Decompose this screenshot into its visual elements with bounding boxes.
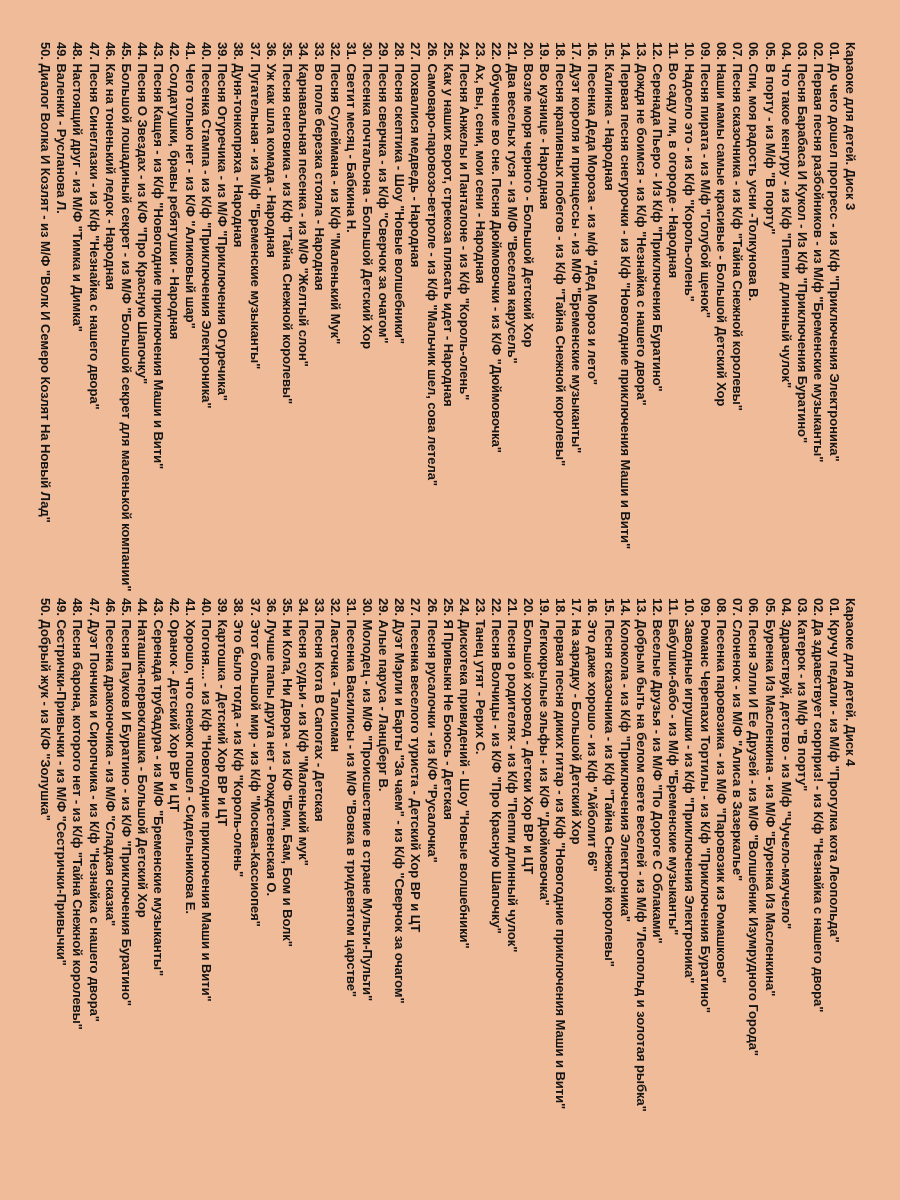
track-item: 47. Дуэт Пончика и Сиропчика - из К/ф "Незнайка с нашего двора" [86,598,102,1022]
track-item: 49. Валенки - Русланова Л. [54,42,70,214]
track-item: 04. Что такое кенгуру - из К/ф "Пеппи длинный чулок" [778,42,794,389]
track-item: 38. Дуня-тонкопряха - Народная [231,42,247,248]
disc-3-title: Караоке для детей. Диск 3 [843,42,858,211]
track-item: 10. Заводные игрушки - из К/ф "Приключения Электроника" [682,598,698,984]
track-item: 27. Похвалися медведь - Народная [408,42,424,268]
track-item: 47. Песня Синеглазки - из К/ф "Незнайка с нашего двора" [86,42,102,410]
track-item: 22. Песня Волчицы - из К/Ф "Про Красную Шапочку" [488,598,504,934]
track-item: 39. Картошка - Детский Хор ВР и ЦТ [215,598,231,827]
track-item: 45. Большой лошадиный секрет - из М/Ф "Большой секрет для маленькой компании" [118,42,134,592]
disc-3-tracklist [0,42,900,614]
track-item: 46. Как на тоненький ледок - Народная [102,42,118,290]
track-item: 31. Светит месяц - Бабкина Н. [344,42,360,233]
track-item: 31. Песенка Василисы - из М/Ф "Вовка в тридевятом царстве" [344,598,360,997]
track-item: 24. Песня Анжелы и Панталоне - из К/ф "Король-олень" [456,42,472,401]
track-item: 09. Романс Черепахи Тортилы - из К/ф "Приключения Буратино" [698,598,714,1013]
track-item: 33. Во поле березка стояла - Народная [311,42,327,291]
track-item: 40. Погоня.... - из К/ф "Новогодние приключения Маши и Вити" [199,598,215,1002]
track-item: 05. Буренка Из Масленкина - из М/Ф "Буренка Из Масленкина" [762,598,778,997]
track-item: 43. Серенада трубадура - из М/Ф "Бременские музыканты" [150,598,166,977]
track-item: 42. Оранок - Детский Хор ВР и ЦТ [167,598,183,812]
track-item: 15. Песня сказочника - из К/ф "Тайна Снежной королевы" [601,598,617,967]
track-item: 17. На зарядку - Большой Детский Хор [569,598,585,845]
track-item: 36. Лучше папы друга нет - Рождественская О. [263,598,279,897]
track-item: 50. Диалог Волка И Козлят - из М/Ф "Волк И Семеро Козлят На Новый Лад" [38,42,54,523]
track-item: 45. Песня Пауков И Буратино - из К/Ф "Приключения Буратино" [118,598,134,1006]
track-item: 41. Чего только нет - из К/Ф "Аликовый шар" [183,42,199,329]
track-item: 44. Наташка-первоклашка - Большой Детский Хор [134,598,150,918]
track-item: 23. Ах, вы, сени, мои сени - Народная [472,42,488,284]
track-item: 24. Дискотека привидений - Шоу "Новые волшебники" [456,598,472,949]
track-item: 46. Песенка драконочика - из М/Ф "Сладкая сказка" [102,598,118,927]
track-item: 23. Танец утят - Рерих С. [472,598,488,755]
track-item: 06. Песня Элли И Ее Друзей - из М/Ф "Волшебник Изумрудного Города" [746,598,762,1056]
disc-4-title: Караоке для детей. Диск 4 [843,598,858,767]
track-item: 29. Алые паруса - Ланцберг В. [376,598,392,792]
track-item: 21. Песня о родителях - из К/ф "Пеппи длинный чулок" [505,598,521,953]
track-item: 50. Добрый жук - из К/Ф "Золушка" [38,598,54,821]
track-item: 27. Песенка веселого туриста - Детский Хор ВР и ЦТ [408,598,424,933]
track-item: 07. Песня сказочника - из К/ф "Тайна Снежной королевы" [730,42,746,411]
track-item: 32. Песня Сулеймана - из К/ф "Маленький Мук" [328,42,343,345]
track-item: 37. Этот большой мир - из К/ф "Москва-Кассиопея" [247,598,263,927]
track-item: 20. Большой хоровод - Детски Хор ВР и ЦТ [521,598,537,875]
track-item: 12. Серенада Пьеро - Из К/ф "Приключения Буратино" [649,42,665,392]
track-item: 02. Да здравствует сюрприз! - из К/ф "Незнайка с нашего двора" [810,598,826,1013]
track-item: 37. Пугательная - из М/ф "Бременские музыканты" [247,42,263,370]
track-item: 16. Песенка Деда Мороза - из м/ф "Дед Мороз и лето" [585,42,601,385]
disc-4-track-list [37,598,842,1170]
track-item: 13. Дождя не боимся - из К/ф "Незнайка с нашего двора" [633,42,649,406]
track-item: 18. Первая песня диких гитар - из К/ф "Новогодние приключения Маши и Вити" [553,598,569,1110]
track-item: 48. Песня барона, которого нет - из К/ф "Тайна Снежной королевы" [70,598,86,1030]
track-item: 12. Веселые Друзья - из М/Ф "По Дороге С Облаками" [649,598,665,944]
track-item: 03. Катерок - из М/ф "В порту" [794,598,810,792]
track-item: 19. Во кузнице - Народная [537,42,553,210]
track-item: 19. Легкокрылые эльфы - из К/Ф "Дюймовочка" [537,598,553,906]
track-item: 35. Песня снеговика - из К/ф "Тайна Снежной королевы" [279,42,295,405]
disc-4-tracklist [0,598,900,1170]
track-item: 10. Надоело это - из К/ф "Король-олень" [682,42,698,302]
track-item: 38. Это было тогда - из К/ф "Король-олень" [231,598,247,878]
track-item: 34. Песня судьи - из К/ф "Маленький мук" [295,598,311,866]
track-item: 30. Песенка почтальона - Большой Детский Хор [360,42,376,349]
disc-3-track-list [37,42,842,614]
track-item: 26. Песня русалочки - из К/Ф "Русалочка" [424,598,440,863]
track-item: 26. Самоварo-паровозо-ветроле - из К/ф "Мальчик шел, сова летела" [424,42,440,486]
track-item: 20. Возле моря черного - Большой Детский Хор [521,42,537,348]
track-item: 01. Кручу педали - из М/ф "Прогулка кота Леопольда" [826,598,842,943]
track-item: 02. Первая песня разбойников - из М/ф "Бременские музыканты" [810,42,826,463]
track-item: 36. Уж как шла комада - Народная [263,42,279,258]
track-item: 49. Сестрички-Привычки - из М/Ф "Сестрички-Привычки" [54,598,70,966]
track-item: 08. Наши мамы самые красивые - Большой Детский Хор [714,42,730,407]
track-item: 41. Хорошо, что снежок пошел - Сидельникова Е. [183,598,199,914]
track-item: 08. Песенка паровозика - из М/Ф "Паровозик из Ромашково" [714,598,730,984]
track-item: 35. Ни Кола, Ни Двора - из К/Ф "Бим, Бам, Бом и Волк" [279,598,295,947]
track-item: 33. Песня Кота В Сапогах - Детская [311,598,327,822]
track-item: 28. Дуэт Мэрли и Барты "За чаем" - из К/ф "Сверчок за очагом" [392,598,408,1004]
track-item: 43. Песня Кащея - из К/ф "Новогодние приключения Маши и Вити" [150,42,166,470]
track-item: 48. Настоящий друг - из М/Ф "Тимка и Димка" [70,42,86,332]
track-item: 11. Во саду ли, в огороде - Народная [665,42,681,279]
track-item: 29. Песня сверчка - из К/ф "Сверчок за очагом" [376,42,392,344]
track-item: 34. Карнавальная песенка - из М/Ф "Желтый слон" [295,42,311,367]
track-item: 07. Слоненок - из М/Ф "Алиса в Зазеркалье" [730,598,746,882]
track-item: 16. Это даже хорошо - из К/ф "Айболит 66" [585,598,601,872]
track-item: 14. Колокола - из К/ф "Приключения Электроника" [617,598,633,923]
track-item: 39. Песня Огуречика - из М/Ф "Приключения Огуречика" [215,42,231,401]
track-item: 04. Здравствуй, детство - из М/ф "Чучело-мяучело" [778,598,794,930]
track-item: 32. Ласточка - Талисман [328,598,343,752]
track-item: 13. Добрым быть на белом свете веселей - из М/ф "Леопольд и золотая рыбка" [633,598,649,1112]
track-item: 42. Солдатушки, бравы ребятушки - Народная [167,42,183,340]
track-item: 09. Песня пирата - из М/ф "Голубой щенок" [698,42,714,318]
track-item: 11. Бабушки-бабо - из М/ф "Бременские музыканты" [665,598,681,936]
track-item: 21. Два веселых гуся - из М/Ф "Веселая карусель" [505,42,521,364]
track-item: 25. Как у наших ворот, стрекоза плясать идет - Народная [440,42,456,407]
track-item: 28. Песня скептика - Шоу "Новые волшебники" [392,42,408,344]
track-item: 14. Первая песня снегурочки - из К/ф "Новогодние приключения Маши и Вити" [617,42,633,550]
track-item: 03. Песня Барабаса И Кукол - Из К/ф "Приключения Буратино" [794,42,810,444]
track-item: 05. В порту - из М/ф "В порту" [762,42,778,235]
track-item: 01. До чего дошел прогресс - из К/ф "Приключения Электроника" [826,42,842,462]
track-item: 30. Молодец - из М/Ф "Происшествие в стране Мульти-Пульти" [360,598,376,1002]
track-item: 40. Песенка Стампа - из К/ф "Приключения Электроника" [199,42,215,409]
track-item: 15. Калинка - Народная [601,42,617,191]
track-item: 22. Обучение во сне. Песня Дюймовочки - из К/Ф "Дюймовочка" [488,42,504,453]
track-item: 18. Песня крапивных побегов - из К/ф "Тайна Снежной королевы" [553,42,569,467]
track-item: 06. Спи, моя радость усни -Толкунова В. [746,42,762,302]
track-item: 17. Дуэт короля и принцессы - из М/Ф "Бременские музыканты" [569,42,585,454]
track-item: 25. Я Привыкн Не Боюсь - Детская [440,598,456,820]
track-item: 44. Песня О Звездах - из К/Ф "Про Красную Шапочку" [134,42,150,385]
